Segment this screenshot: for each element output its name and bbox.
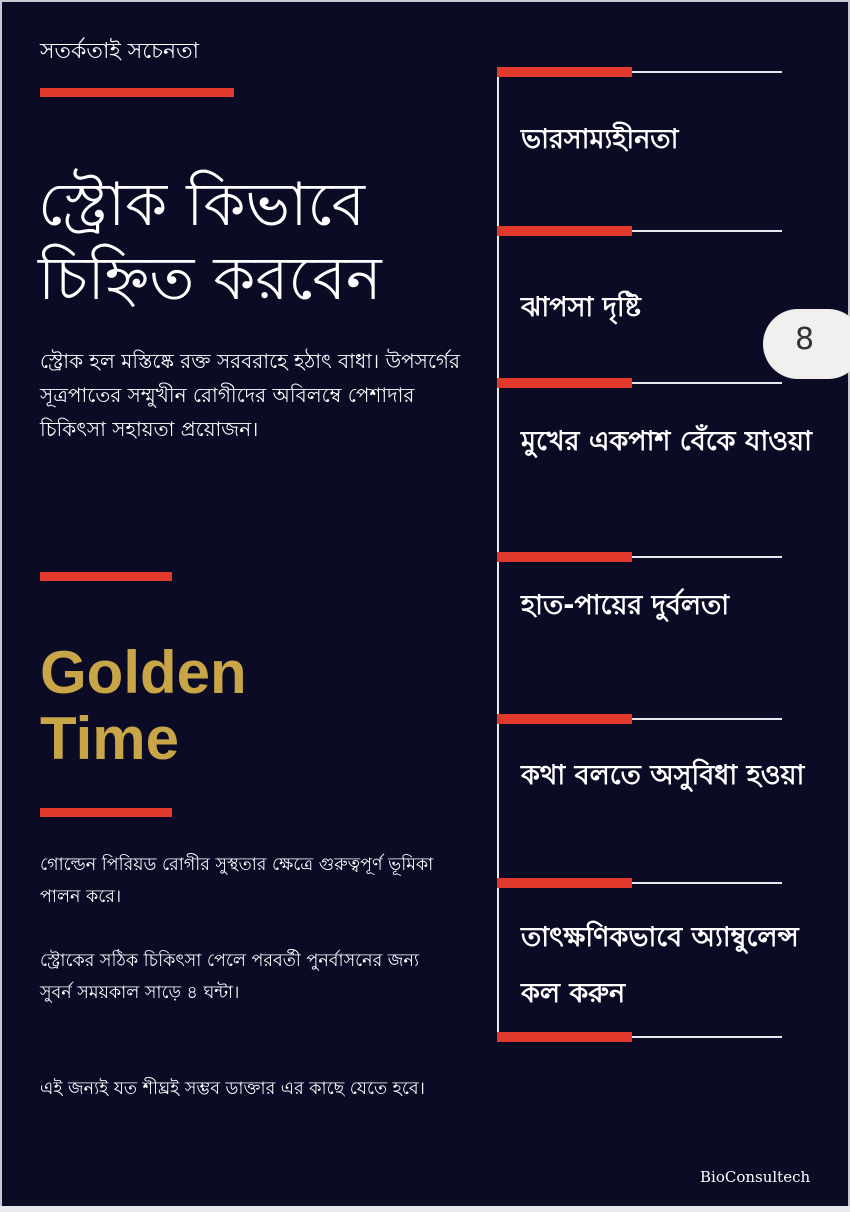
timeline-marker <box>497 1032 787 1042</box>
symptom-call-ambulance: তাৎক্ষণিকভাবে অ্যাম্বুলেন্স কল করুন <box>521 922 799 1009</box>
divider-bar-middle <box>40 572 172 581</box>
intro-paragraph: স্ট্রোক হল মস্তিষ্কে রক্ত সরবরাহে হঠাৎ বাধা। উপসর্গের সূত্রপাতের সম্মুখীন রোগীদের অবিলম্বে পেশাদার চিকিৎসা সহায়তা প্রয়োজন। <box>40 349 461 441</box>
symptom-facial-droop: মুখের একপাশ বেঁকে যাওয়া <box>521 426 812 457</box>
divider-bar-top <box>40 88 234 97</box>
page-title: স্ট্রোক কিভাবে চিহ্নিত করবেন <box>38 170 382 314</box>
timeline-marker <box>497 714 787 724</box>
paragraph-golden-period: গোল্ডেন পিরিয়ড রোগীর সুস্থতার ক্ষেত্রে গুরুত্বপূর্ণ ভূমিকা পালন করে। <box>40 855 434 907</box>
symptom-limb-weakness: হাত-পায়ের দুর্বলতা <box>521 590 730 621</box>
timeline-marker <box>497 226 787 236</box>
brand-name: BioConsultech <box>700 1168 811 1186</box>
paragraph-treatment-window: স্ট্রোকের সঠিক চিকিৎসা পেলে পরবর্তী পুনর্বাসনের জন্য সুবর্ন সময়কাল সাড়ে ৪ ঘন্টা। <box>40 951 419 1003</box>
timeline-marker <box>497 378 787 388</box>
symptom-speech-difficulty: কথা বলতে অসুবিধা হওয়া <box>521 760 805 791</box>
symptom-imbalance: ভারসাম্যহীনতা <box>521 124 679 155</box>
golden-time-heading: Golden Time <box>40 639 247 772</box>
paragraph-see-doctor: এই জন্যই যত শীঘ্রই সম্ভব ডাক্তার এর কাছে যেতে হবে। <box>40 1079 425 1099</box>
timeline-marker <box>497 878 787 888</box>
page-number: 8 <box>795 322 815 357</box>
kicker-text: সতর্কতাই সচেনতা <box>40 39 200 64</box>
timeline-marker <box>497 552 787 562</box>
symptom-blurred-vision: ঝাপসা দৃষ্টি <box>521 292 641 323</box>
divider-bar-lower <box>40 808 172 817</box>
bottom-strip <box>0 1206 850 1212</box>
timeline-marker <box>497 67 787 77</box>
